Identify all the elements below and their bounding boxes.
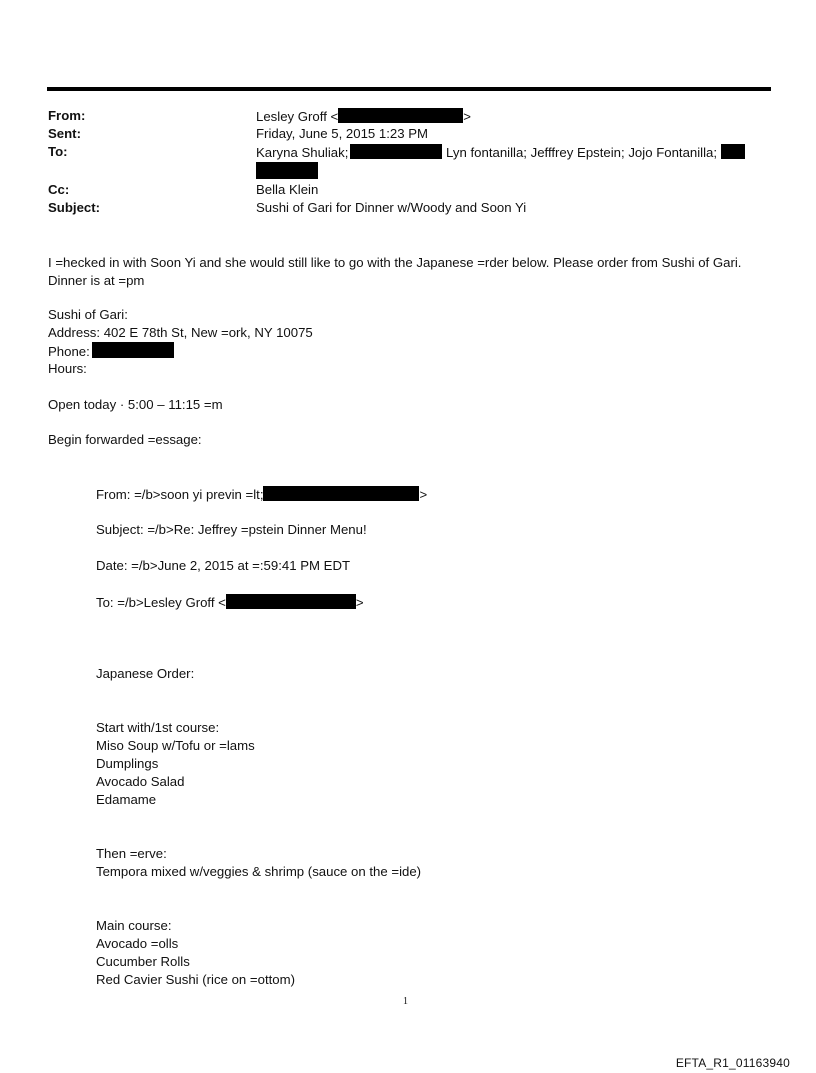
second-course-section bbox=[96, 845, 421, 881]
fwd-to-close: > bbox=[355, 595, 364, 610]
from-name: Lesley Groff < bbox=[256, 109, 339, 124]
fwd-from-line bbox=[96, 486, 427, 502]
fwd-date-line: Date: =/b>June 2, 2015 at =:59:41 PM EDT bbox=[96, 558, 351, 573]
fwd-to-line bbox=[96, 594, 364, 610]
restaurant-address: Address: 402 E 78th St, New =ork, NY 10075 bbox=[48, 325, 313, 340]
document-id: EFTA_R1_01163940 bbox=[675, 1056, 790, 1070]
cc-value: Bella Klein bbox=[256, 182, 319, 197]
menu-item: Red Cavier Sushi (rice on =ottom) bbox=[96, 972, 295, 987]
forwarded-message-line: Begin forwarded =essage: bbox=[48, 432, 202, 447]
intro-line-1: I =hecked in with Soon Yi and she would still like to go with the Japanese =rder below. Please order from Sushi of Gari. bbox=[48, 255, 742, 270]
menu-item: Miso Soup w/Tofu or =lams bbox=[96, 738, 255, 753]
restaurant-phone bbox=[48, 342, 313, 360]
open-today-line: Open today · 5:00 – 11:15 =m bbox=[48, 397, 223, 412]
restaurant-hours-label: Hours: bbox=[48, 361, 87, 376]
menu-item: Tempora mixed w/veggies & shrimp (sauce on the =ide) bbox=[96, 864, 422, 879]
from-label: From: bbox=[48, 108, 86, 123]
main-course-section bbox=[96, 917, 295, 989]
menu-item: Edamame bbox=[96, 792, 157, 807]
to-recipient-a: Karyna Shuliak; bbox=[256, 145, 349, 160]
subject-value: Sushi of Gari for Dinner w/Woody and Soon Yi bbox=[256, 200, 527, 215]
cc-label: Cc: bbox=[48, 182, 70, 197]
menu-item: Dumplings bbox=[96, 756, 159, 771]
header-rule bbox=[47, 87, 771, 91]
to-value bbox=[256, 144, 745, 160]
redacted-fwd-email-box bbox=[263, 486, 419, 501]
fwd-to-text: To: =/b>Lesley Groff < bbox=[96, 595, 226, 610]
redacted-email-box bbox=[338, 108, 463, 123]
redacted-recipient-box-2 bbox=[721, 144, 745, 159]
redacted-phone-box bbox=[92, 342, 174, 358]
restaurant-info bbox=[48, 306, 313, 378]
fwd-from-text: From: =/b>soon yi previn =lt; bbox=[96, 487, 264, 502]
first-course-section bbox=[96, 719, 255, 809]
intro-line-2: Dinner is at =pm bbox=[48, 273, 145, 288]
redacted-fwd-to-box bbox=[226, 594, 356, 609]
fwd-subject-line: Subject: =/b>Re: Jeffrey =pstein Dinner Menu! bbox=[96, 522, 367, 537]
menu-item: Avocado =olls bbox=[96, 936, 179, 951]
order-title: Japanese Order: bbox=[96, 666, 195, 681]
sent-label: Sent: bbox=[48, 126, 81, 141]
menu-item: Avocado Salad bbox=[96, 774, 185, 789]
to-label: To: bbox=[48, 144, 68, 159]
fwd-from-close: > bbox=[419, 487, 428, 502]
phone-label: Phone: bbox=[48, 344, 90, 359]
menu-item: Cucumber Rolls bbox=[96, 954, 190, 969]
restaurant-name: Sushi of Gari: bbox=[48, 307, 128, 322]
from-value bbox=[256, 108, 471, 124]
subject-label: Subject: bbox=[48, 200, 101, 215]
message-intro bbox=[48, 254, 741, 290]
second-course-heading: Then =erve: bbox=[96, 846, 167, 861]
to-recipient-list: Lyn fontanilla; Jefffrey Epstein; Jojo Fontanilla; bbox=[446, 145, 718, 160]
main-course-heading: Main course: bbox=[96, 918, 172, 933]
first-course-heading: Start with/1st course: bbox=[96, 720, 220, 735]
redacted-recipient-box bbox=[350, 144, 442, 159]
sent-value: Friday, June 5, 2015 1:23 PM bbox=[256, 126, 429, 141]
page-number: 1 bbox=[403, 996, 408, 1007]
redacted-recipient-box-3 bbox=[256, 162, 318, 179]
from-close-bracket: > bbox=[463, 109, 471, 124]
